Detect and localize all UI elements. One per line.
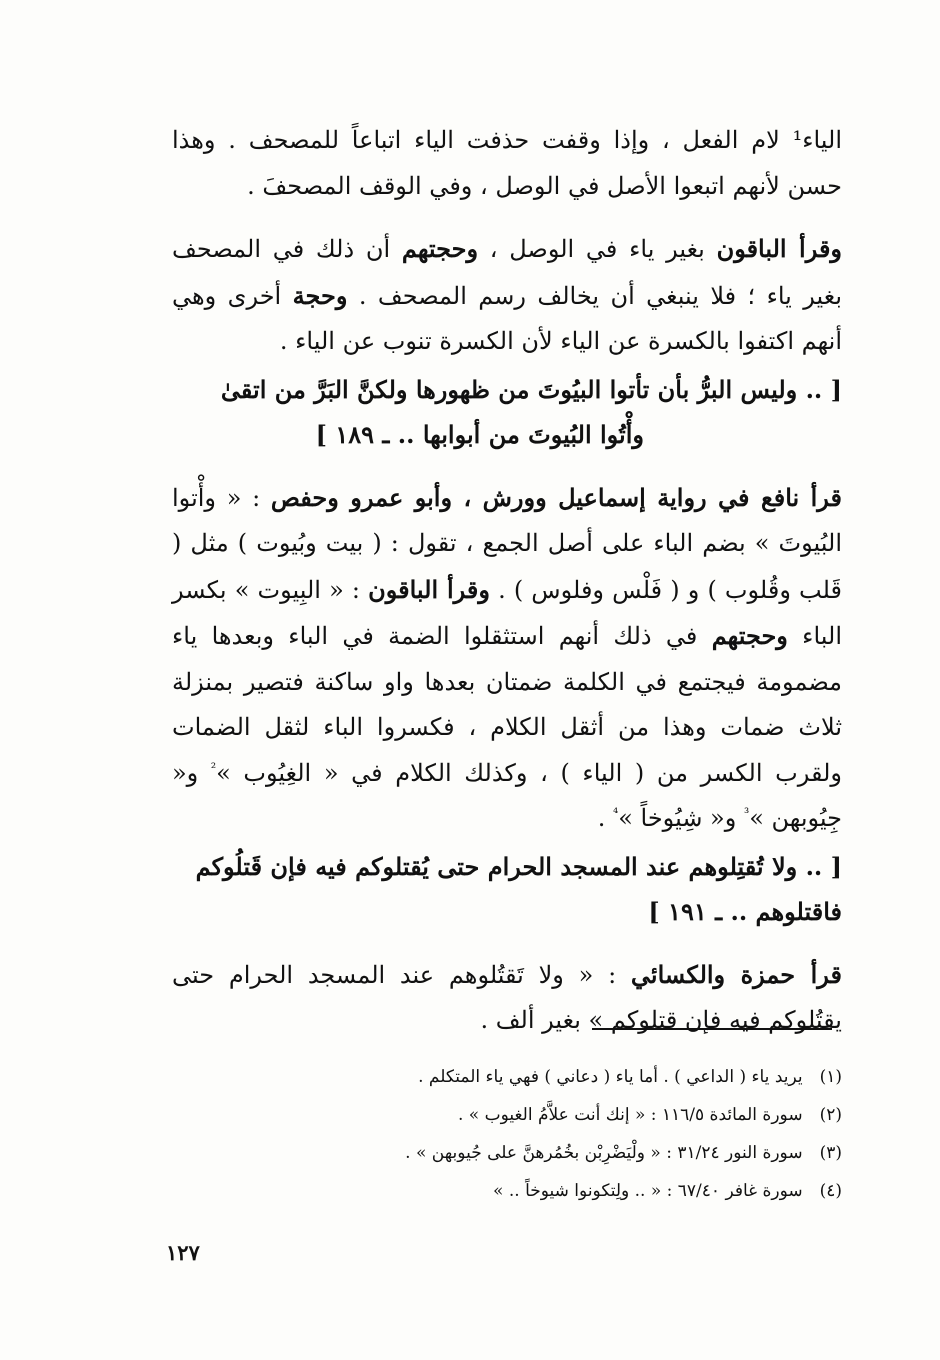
footnote-3 <box>260 1134 842 1172</box>
bold-phrase: وقرأ الباقون <box>716 234 843 263</box>
paragraph-1: الياء¹ لام الفعل ، وإذا وقفت حذفت الياء اتباعاً للمصحف . وهذا حسن لأنهم اتبعوا الأصل في الوصل ، وفي الوقف المصحفَ . <box>172 126 843 200</box>
footnote-ref-4: ⁴ <box>613 806 619 821</box>
footnote-number: (٤) <box>819 1181 842 1201</box>
footnote-text: سورة غافر ٦٧/٤٠ : « .. ولِتكونوا شيوخاً .. » <box>493 1181 803 1201</box>
text-run: و« شِيُوخاً » <box>618 804 744 832</box>
verse-line-1: [ .. ولا تُقتِلوهم عند المسجد الحرام حتى يُقتلوكم فيه فإن قَتلُوكم <box>195 851 842 881</box>
paragraph-3 <box>172 475 842 842</box>
bold-phrase: قرأ حمزة والكسائي <box>630 959 842 989</box>
bold-phrase: وقرأ الباقون <box>368 574 490 604</box>
text-run: . <box>597 804 613 832</box>
paragraph-2 <box>172 226 842 365</box>
footnote-1 <box>260 1058 842 1096</box>
text-run: : « وأْتوا البُيوتَ » بضم الباء على أصل الجمع ، تقول : ( بيت وبُيوت ) مثل ( قَلب وقُلوب ) و ( فَلْس وفلوس ) . <box>172 483 843 604</box>
bold-phrase: وحجتهم <box>711 621 788 650</box>
footnote-text: يريد ياء ( الداعي ) . أما ياء ( دعاني ) فهي ياء المتكلم . <box>418 1067 803 1087</box>
verse-line-1: [ .. وليس البرُّ بأن تأتوا البيُوتَ من ظهورها ولكنَّ البَرَّ من اتقىٰ <box>220 374 842 404</box>
footnote-2 <box>260 1096 842 1134</box>
verse-line-2: فاقتلوهم .. ـ ١٩١ ] <box>648 897 842 926</box>
page-number: ١٢٧ <box>166 1240 200 1265</box>
footnote-ref-2: ² <box>210 760 217 776</box>
footnote-number: (٢) <box>819 1105 842 1125</box>
bold-phrase: قرأ نافع في رواية إسماعيل وورش ، وأبو عمرو وحفص <box>270 482 842 512</box>
main-text <box>172 118 842 1044</box>
text-run: في ذلك أنهم استثقلوا الضمة في الباء وبعدها ياء مضمومة فيجتمع في الكلمة ضمتان بعدها واو ساكنة فتصير بمنزلة ثلاث ضمات وهذا من أثقل الكلام ، فكسروا الباء لثقل الضمات ولقرب الكسر من ( الياء ) ، وكذلك الكلام في « الغِيُوب » <box>172 622 843 787</box>
quran-verse-191 <box>172 844 842 935</box>
text-run: أخرى وهي أنهم اكتفوا بالكسرة عن الياء لأن الكسرة تنوب عن الياء . <box>172 281 842 355</box>
text-run: : « ولا تَقتُلوهم عند المسجد الحرام حتى يقتُلوكم فيه فإن قتلوكم » بغير ألف . <box>172 960 842 1034</box>
bold-phrase: وحجتهم <box>401 234 479 263</box>
quran-verse-189 <box>172 367 842 458</box>
footnote-text: سورة المائدة ١١٦/٥ : « إنك أنت علاَّمُ الغيوب » . <box>457 1105 803 1125</box>
verse-line-2: وأْتُوا البُيوتَ من أبوابها .. ـ ١٨٩ ] <box>315 420 644 449</box>
footnote-4 <box>260 1172 842 1210</box>
text-run: أن ذلك في المصحف بغير ياء ؛ فلا ينبغي أن يخالف رسم المصحف . <box>172 235 843 310</box>
footnote-text: سورة النور ٣١/٢٤ : « ولْيَضْرِبْن بخُمُرهنَّ على جُيوبهن » . <box>405 1143 803 1163</box>
footnotes <box>260 1058 842 1210</box>
text-run: و« جِيُوبهن » <box>172 758 842 832</box>
bold-phrase: وحجة <box>292 280 348 310</box>
text-run: بغير ياء في الوصل ، <box>478 235 717 263</box>
footnote-ref-3: ³ <box>743 806 750 821</box>
footnote-number: (١) <box>819 1067 842 1087</box>
footnote-number: (٣) <box>819 1143 842 1163</box>
footnote-separator <box>592 1028 832 1030</box>
text-run: : « البِيوت » بكسر الباء <box>172 575 843 650</box>
